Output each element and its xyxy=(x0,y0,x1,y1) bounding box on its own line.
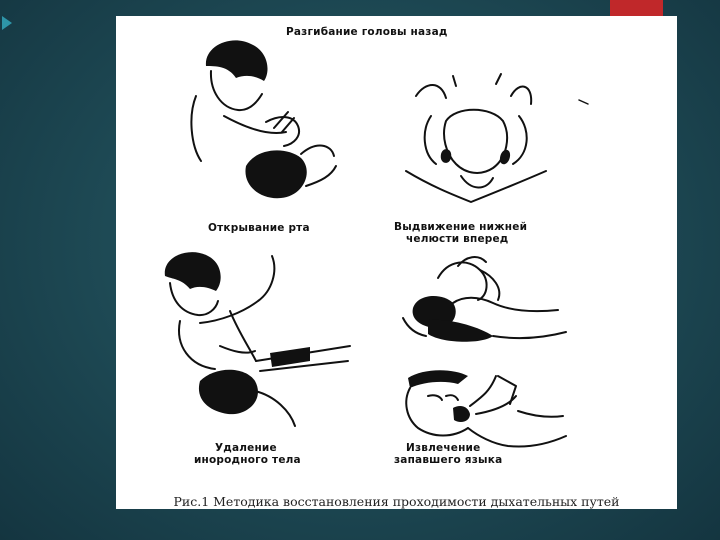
head-tilt-illustration xyxy=(176,36,336,206)
label-tongue-2: запавшего языка xyxy=(394,454,503,466)
slide-nav-arrow xyxy=(2,16,12,30)
tongue-extraction-illustration xyxy=(398,366,568,451)
label-foreign-body-1: Удаление xyxy=(215,442,277,454)
label-foreign-body-2: инородного тела xyxy=(194,454,301,466)
label-open-mouth: Открывание рта xyxy=(208,222,310,234)
label-head-tilt: Разгибание головы назад xyxy=(286,26,448,38)
jaw-thrust-side-illustration xyxy=(398,248,568,348)
figure-caption: Рис.1 Методика восстановления проходимости дыхательных путей xyxy=(173,494,620,509)
figure-sheet xyxy=(116,16,677,509)
label-jaw-thrust-1: Выдвижение нижней xyxy=(394,221,528,233)
stray-mark xyxy=(578,98,590,106)
foreign-body-removal-illustration xyxy=(160,251,355,426)
label-jaw-thrust-2: челюсти вперед xyxy=(406,233,509,245)
label-tongue-1: Извлечение xyxy=(406,442,481,454)
jaw-thrust-illustration xyxy=(401,76,551,206)
